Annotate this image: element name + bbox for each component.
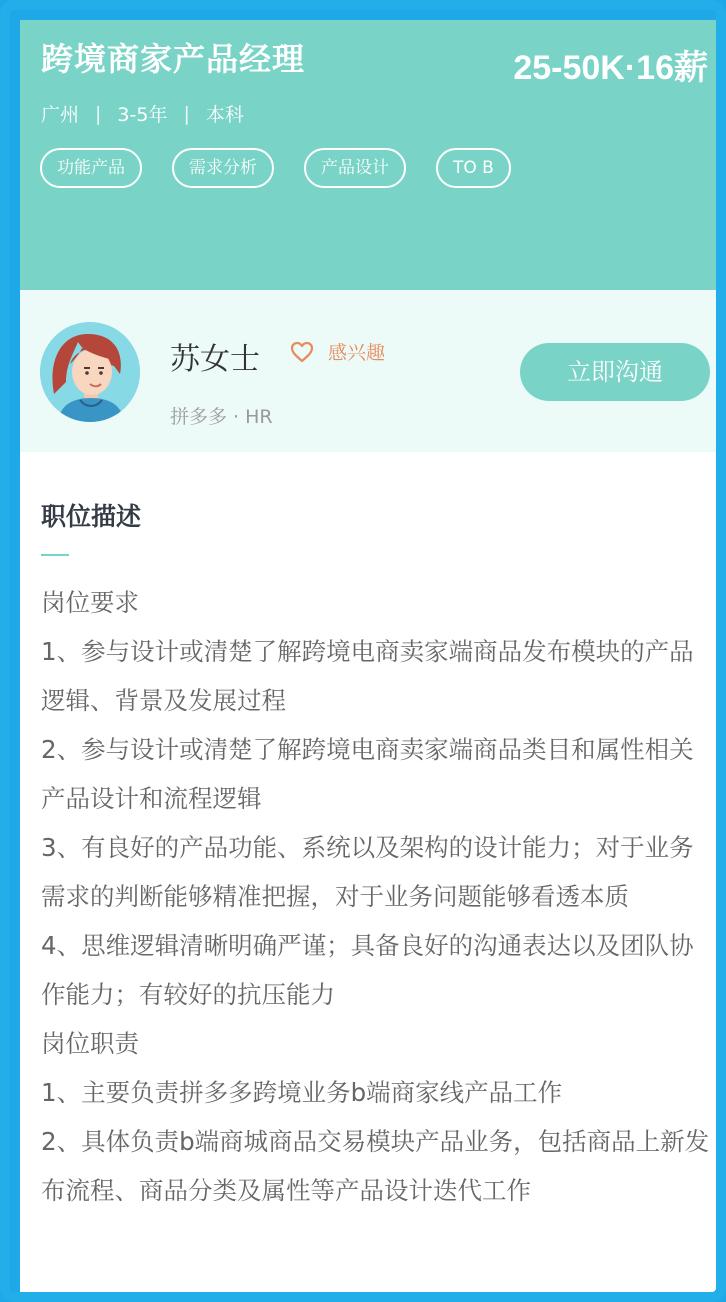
job-education: 本科 bbox=[205, 104, 244, 126]
heart-icon bbox=[290, 341, 314, 363]
description-line: 4、思维逻辑清晰明确严谨；具备良好的沟通表达以及团队协作能力；有较好的抗压能力 bbox=[41, 931, 694, 1009]
description-line: 1、参与设计或清楚了解跨境电商卖家端商品发布模块的产品逻辑、背景及发展过程 bbox=[41, 637, 694, 715]
description-line: 3、有良好的产品功能、系统以及架构的设计能力；对于业务需求的判断能够精准把握，对于业务问题能够看透本质 bbox=[41, 833, 694, 911]
skill-tags bbox=[40, 148, 520, 188]
recruiter-name: 苏女士 bbox=[170, 342, 260, 377]
recruiter-company: 拼多多 · HR bbox=[170, 406, 273, 428]
meta-separator: | bbox=[183, 102, 190, 125]
description-line: 岗位职责 bbox=[41, 1029, 139, 1058]
skill-tag: 产品设计 bbox=[304, 148, 406, 188]
description-line: 1、主要负责拼多多跨境业务b端商家线产品工作 bbox=[41, 1078, 563, 1107]
title-underline bbox=[41, 554, 69, 556]
home-indicator bbox=[242, 1296, 510, 1302]
description-line: 2、参与设计或清楚了解跨境电商卖家端商品类目和属性相关产品设计和流程逻辑 bbox=[41, 735, 694, 813]
description-title: 职位描述 bbox=[41, 502, 142, 531]
skill-tag: TO B bbox=[436, 148, 511, 188]
interest-label: 感兴趣 bbox=[328, 342, 386, 364]
meta-separator: | bbox=[95, 102, 102, 125]
job-experience: 3-5年 bbox=[117, 104, 168, 126]
salary: 25-50K·16薪 bbox=[513, 49, 708, 87]
job-meta bbox=[41, 100, 244, 127]
chat-now-button[interactable]: 立即沟通 bbox=[520, 343, 710, 401]
description-line: 岗位要求 bbox=[41, 588, 139, 617]
interest-toggle[interactable] bbox=[290, 338, 385, 365]
job-description bbox=[41, 578, 713, 1215]
recruiter-panel bbox=[20, 290, 726, 452]
job-location: 广州 bbox=[41, 104, 80, 126]
avatar-illustration bbox=[40, 322, 140, 422]
job-title: 跨境商家产品经理 bbox=[41, 40, 306, 78]
skill-tag: 需求分析 bbox=[172, 148, 274, 188]
job-detail-card bbox=[20, 20, 726, 1302]
description-line: 2、具体负责b端商城商品交易模块产品业务，包括商品上新发布流程、商品分类及属性等产品设计迭代工作 bbox=[41, 1127, 710, 1205]
avatar[interactable] bbox=[40, 322, 140, 422]
skill-tag: 功能产品 bbox=[40, 148, 142, 188]
job-header bbox=[20, 20, 726, 290]
